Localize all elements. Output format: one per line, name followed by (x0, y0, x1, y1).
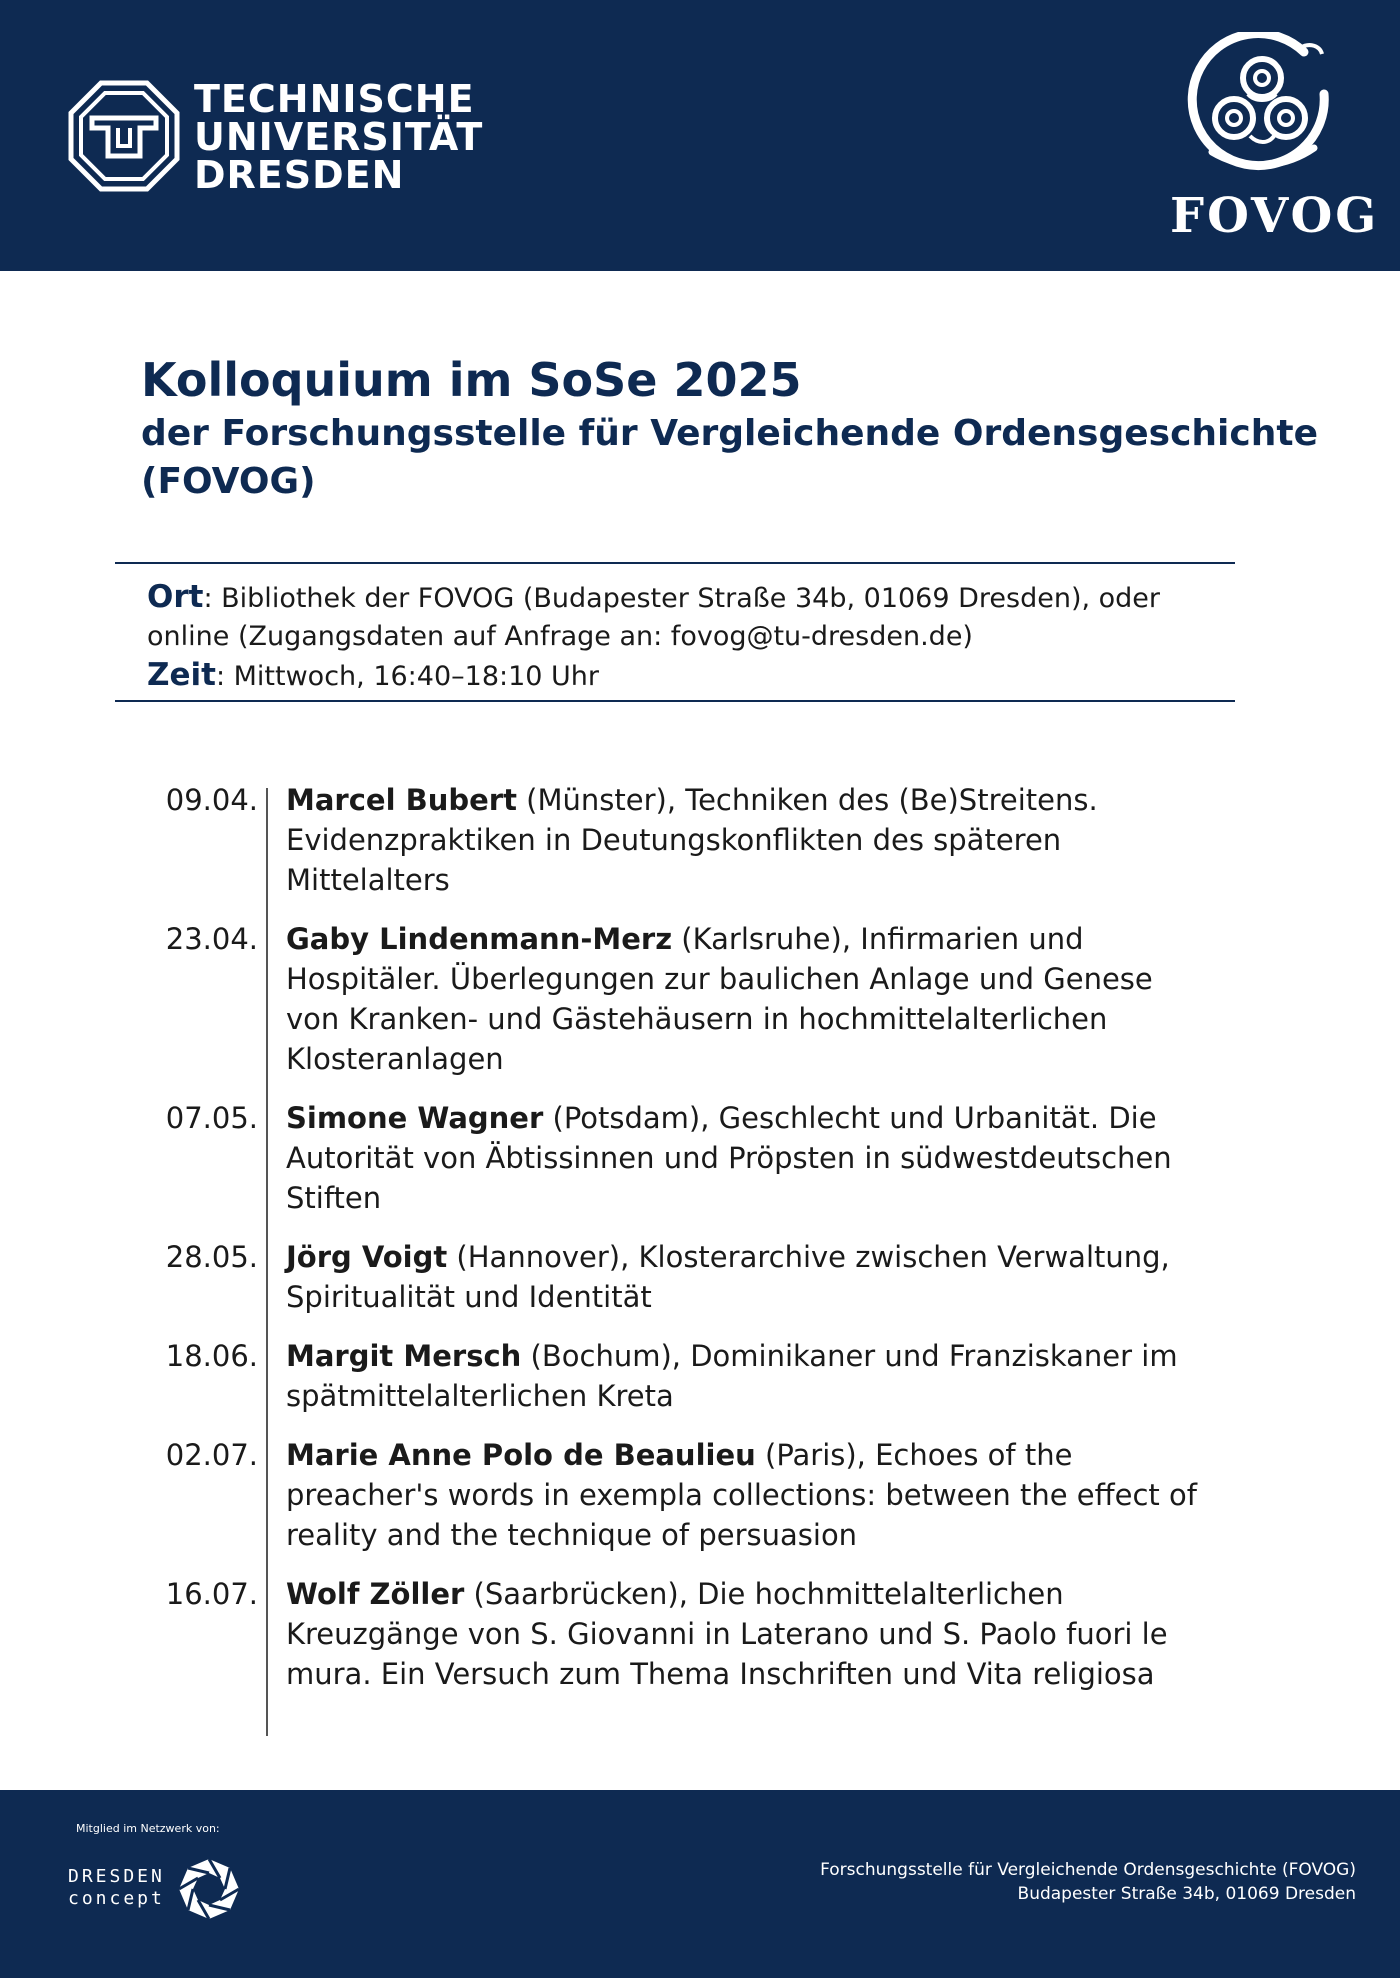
schedule-item (0, 919, 1400, 1079)
location-label: Ort (147, 579, 204, 615)
page-subtitle-line: der Forschungsstelle für Vergleichende Ordensgeschichte (141, 413, 1318, 454)
university-name-line: TECHNISCHE (194, 77, 475, 121)
event-speaker: Gaby Lindenmann-Merz (286, 922, 673, 956)
dresden-concept-wordmark (68, 1866, 165, 1910)
event-speaker: Simone Wagner (286, 1101, 544, 1135)
fovog-wordmark: FOVOG (1170, 188, 1380, 244)
event-date: 07.05. (165, 1101, 258, 1135)
event-speaker: Marie Anne Polo de Beaulieu (286, 1438, 756, 1472)
event-speaker: Margit Mersch (286, 1339, 522, 1373)
network-member-label: Mitglied im Netzwerk von: (76, 1822, 220, 1835)
dresden-concept-line: DRESDEN (68, 1866, 165, 1887)
event-details: (Potsdam), Geschlecht und Urbanität. Die Autorität von Äbtissinnen und Pröpsten in südwestdeutschen Stiften (286, 1101, 1172, 1215)
event-speaker: Marcel Bubert (286, 783, 517, 817)
time-text: : Mittwoch, 16:40–18:10 Uhr (215, 661, 600, 692)
event-date: 09.04. (165, 783, 258, 817)
event-speaker: Wolf Zöller (286, 1577, 465, 1611)
event-details: (Paris), Echoes of the preacher's words in exempla collections: between the effect of reality and the technique of persuasion (286, 1438, 1197, 1552)
schedule-item (0, 1098, 1400, 1218)
footer-address-line: Budapester Straße 34b, 01069 Dresden (1017, 1884, 1356, 1904)
page-subtitle-line: (FOVOG) (141, 461, 316, 502)
event-details: (Münster), Techniken des (Be)Streitens. Evidenzpraktiken in Deutungskonflikten des späteren Mittelalters (286, 783, 1098, 897)
event-speaker: Jörg Voigt (286, 1240, 448, 1274)
event-description (286, 1336, 1206, 1416)
event-date: 16.07. (165, 1577, 258, 1611)
divider (115, 562, 1235, 564)
event-date: 23.04. (165, 922, 258, 956)
location-info (147, 578, 1227, 656)
location-text: : Bibliothek der FOVOG (Budapester Straße 34b, 01069 Dresden), oder online (Zugangsdaten auf Anfrage an: fovog@tu-dresden.de) (147, 583, 1161, 652)
schedule-list (0, 780, 1400, 1713)
page-title: Kolloquium im SoSe 2025 (141, 353, 802, 407)
event-description (286, 919, 1206, 1079)
event-details: (Bochum), Dominikaner und Franziskaner im spätmittelalterlichen Kreta (286, 1339, 1178, 1413)
event-date: 18.06. (165, 1339, 258, 1373)
page-subtitle (141, 410, 1321, 506)
dresden-concept-line: concept (68, 1888, 165, 1909)
tu-dresden-logo-icon (68, 80, 180, 192)
footer-address (820, 1858, 1356, 1906)
event-details: (Karlsruhe), Infirmarien und Hospitäler. Überlegungen zur baulichen Anlage und Genese von Kranken- und Gästehäusern in hochmittelalterlichen Klosteranlagen (286, 922, 1153, 1076)
divider (115, 700, 1235, 702)
schedule-item (0, 1435, 1400, 1555)
schedule-item (0, 1336, 1400, 1416)
event-date: 02.07. (165, 1438, 258, 1472)
footer-address-line: Forschungsstelle für Vergleichende Ordensgeschichte (FOVOG) (820, 1860, 1356, 1880)
event-description (286, 1098, 1206, 1218)
schedule-item (0, 1574, 1400, 1694)
event-description (286, 1574, 1206, 1694)
event-details: (Saarbrücken), Die hochmittelalterlichen Kreuzgänge von S. Giovanni in Laterano und S. Paolo fuori le mura. Ein Versuch zum Thema Inschriften und Vita religiosa (286, 1577, 1168, 1691)
event-description (286, 780, 1206, 900)
university-name-line: UNIVERSITÄT (194, 115, 484, 159)
schedule-item (0, 780, 1400, 900)
header-banner (0, 0, 1400, 271)
event-description (286, 1435, 1206, 1555)
university-name-line: DRESDEN (194, 153, 405, 197)
fovog-emblem-icon (1182, 32, 1342, 182)
info-box (147, 578, 1227, 696)
time-label: Zeit (147, 657, 216, 693)
page-title-block (141, 352, 1321, 506)
footer-banner (0, 1790, 1400, 1978)
time-info (147, 656, 1227, 696)
event-date: 28.05. (165, 1240, 258, 1274)
event-description (286, 1237, 1206, 1317)
university-name (194, 77, 484, 197)
schedule-item (0, 1237, 1400, 1317)
dresden-concept-logo-icon (176, 1856, 242, 1922)
event-details: (Hannover), Klosterarchive zwischen Verwaltung, Spiritualität und Identität (286, 1240, 1170, 1314)
